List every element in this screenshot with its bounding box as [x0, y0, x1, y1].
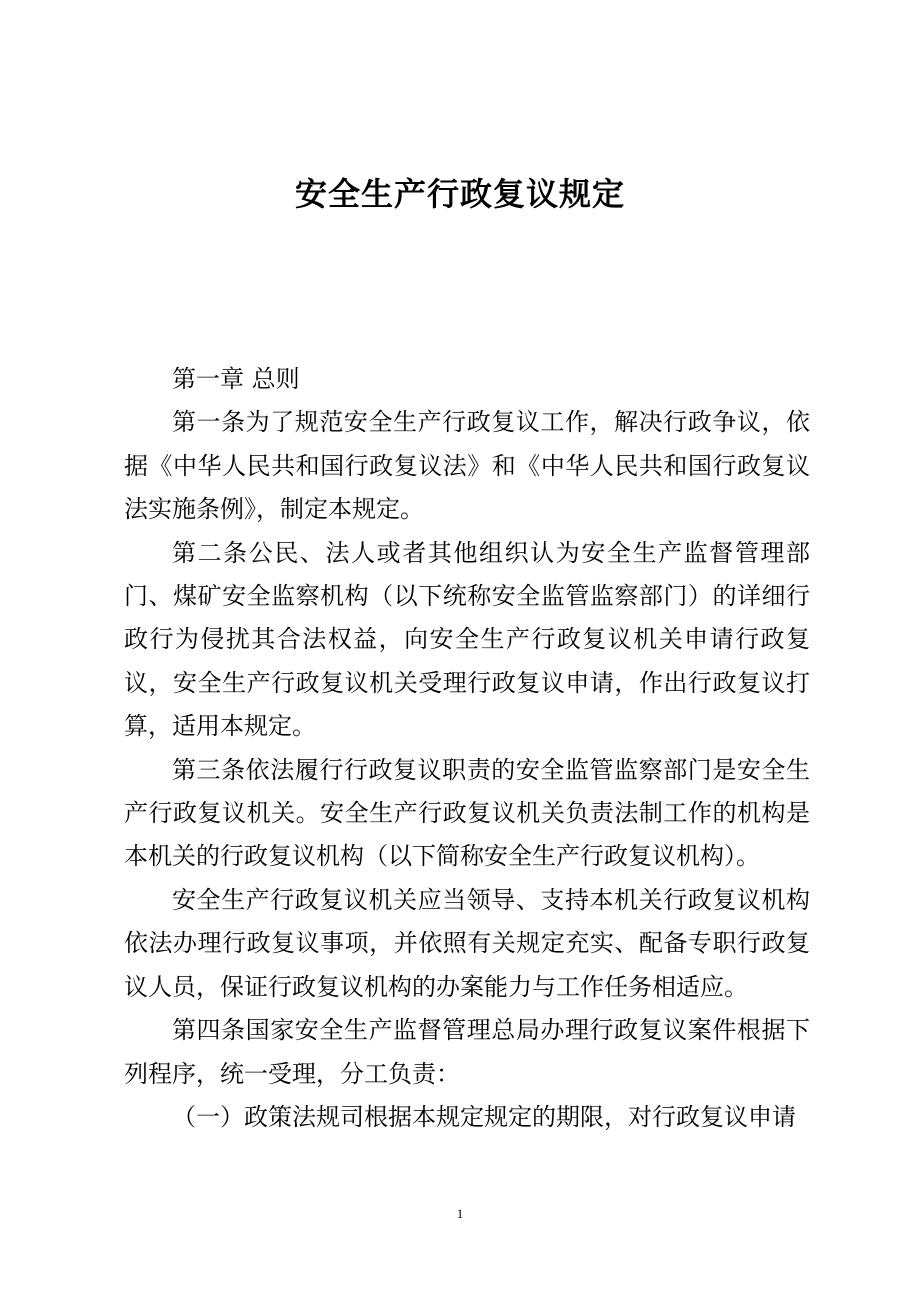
article-3-continuation-paragraph: 安全生产行政复议机关应当领导、支持本机关行政复议机构依法办理行政复议事项，并依照有关规定充实、配备专职行政复议人员，保证行政复议机构的办案能力与工作任务相适应。	[124, 885, 810, 1001]
page-number: 1	[456, 1206, 464, 1221]
document-body	[124, 358, 810, 1139]
article-3-paragraph: 第三条依法履行行政复议职责的安全监管监察部门是安全生产行政复议机关。安全生产行政复议机关负责法制工作的机构是本机关的行政复议机构（以下简称安全生产行政复议机构）。	[124, 755, 810, 871]
article-4-paragraph: 第四条国家安全生产监督管理总局办理行政复议案件根据下列程序，统一受理，分工负责：	[124, 1016, 810, 1088]
article-2-paragraph: 第二条公民、法人或者其他组织认为安全生产监督管理部门、煤矿安全监察机构（以下统称安全监管监察部门）的详细行政行为侵扰其合法权益，向安全生产行政复议机关申请行政复议，安全生产行政复议机关受理行政复议申请，作出行政复议打算，适用本规定。	[124, 538, 810, 741]
document-title: 安全生产行政复议规定	[294, 175, 625, 213]
chapter-heading: 第一章 总则	[172, 365, 300, 393]
article-1-paragraph: 第一条为了规范安全生产行政复议工作，解决行政争议，依据《中华人民共和国行政复议法》和《中华人民共和国行政复议法实施条例》，制定本规定。	[124, 408, 810, 524]
article-4-item-1-paragraph: （一）政策法规司根据本规定规定的期限，对行政复议申请	[172, 1102, 796, 1131]
